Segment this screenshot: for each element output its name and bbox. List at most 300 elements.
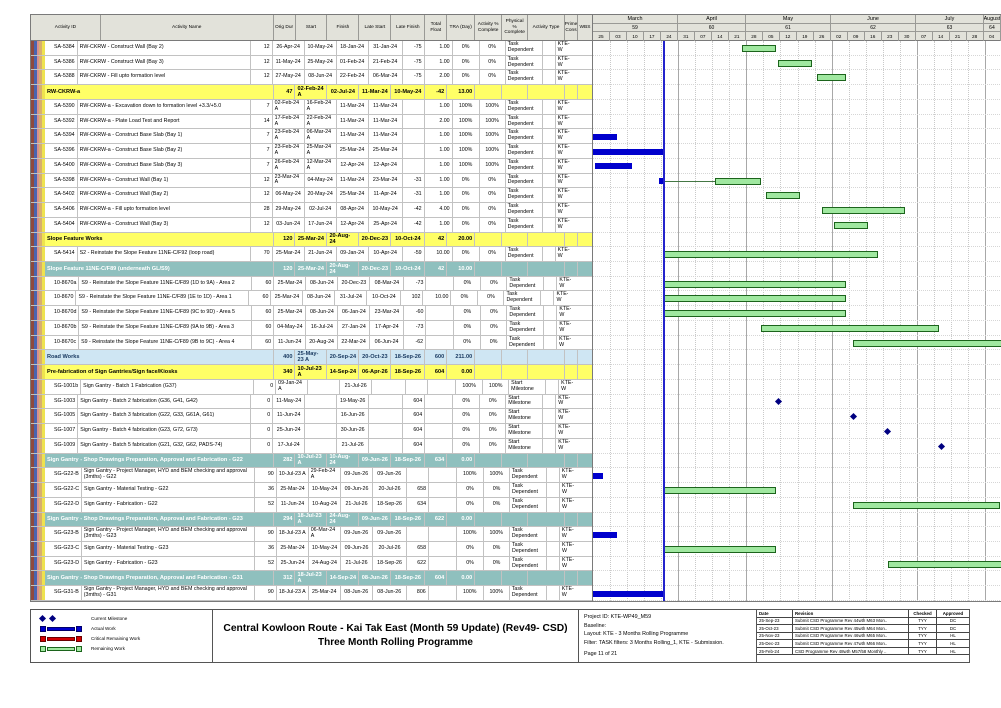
cell-finish	[305, 424, 337, 438]
cell-physical-pct: 100%	[480, 100, 506, 114]
gantt-row	[593, 85, 1001, 100]
layout-line: Layout: KTE - 3 Months Rolling Programme	[584, 631, 689, 638]
revision-header-cell: Date	[757, 610, 793, 617]
cell-tra: 0.00	[447, 571, 475, 585]
cell-activity-pct: 0%	[457, 542, 484, 556]
cell-tra	[429, 483, 457, 497]
gantt-row	[593, 365, 1001, 380]
cell-physical-pct: 0%	[484, 483, 510, 497]
gantt-week-label: 21	[950, 32, 967, 41]
cell-total-float: 604	[403, 439, 425, 453]
cell-activity-pct: 100%	[457, 586, 484, 600]
cell-activity-name: Sign Gantry - Fabrication - G22	[82, 498, 255, 512]
gantt-month-number: 60	[678, 24, 746, 32]
cell-prime-cons	[547, 468, 560, 482]
cell-wbs: KTE-W	[558, 394, 571, 407]
revision-row	[757, 618, 969, 626]
revision-row	[757, 640, 969, 648]
cell-wbs: KTE-W	[557, 173, 570, 186]
gantt-row	[593, 306, 1001, 321]
gantt-week-label: 04	[984, 32, 1001, 41]
cell-late-start: 01-Feb-24	[337, 56, 369, 70]
filter-line: Filter: TASK filters: 3 Months Rolling_1, KTE - Submission.	[584, 639, 724, 646]
project-info	[579, 610, 757, 662]
cell-late-start: 21-Jul-26	[337, 439, 369, 453]
gantt-bar-remaining-work	[664, 251, 878, 258]
cell-late-finish	[372, 380, 406, 394]
wbs-color-band	[31, 468, 45, 482]
cell-start: 25-Mar-24	[274, 306, 306, 320]
cell-start: 26-Feb-24 A	[273, 159, 305, 173]
gantt-row	[593, 513, 1001, 528]
cell-group-name: RW-CKRW-a	[45, 85, 274, 99]
cell-late-finish: 18-Sep-26	[391, 454, 425, 468]
cell-tra	[429, 586, 457, 600]
col-header-orig-dur: Orig Dur	[274, 15, 296, 40]
cell-activity-type: Task Dependent	[510, 557, 547, 571]
gantt-month-number: 61	[746, 24, 831, 32]
gantt-bar-remaining-work	[664, 281, 847, 288]
cell-finish: 25-Mar-24	[309, 586, 341, 600]
cell-orig-dur: 0	[251, 424, 273, 438]
gantt-month-label: March	[593, 15, 678, 24]
gantt-body	[593, 41, 1001, 601]
cell-activity-id: SA-5384	[45, 41, 78, 55]
activity-row	[31, 291, 592, 306]
activity-row	[31, 174, 592, 189]
activity-row	[31, 115, 592, 130]
gantt-bar-remaining-work	[853, 340, 1001, 347]
cell-physical-pct: 0%	[480, 439, 506, 453]
cell-finish: 14-Sep-24	[327, 571, 359, 585]
wbs-color-band	[31, 542, 45, 556]
wbs-color-band	[31, 174, 45, 188]
cell-activity-pct: 0%	[457, 557, 484, 571]
cell-wbs: KTE-W	[557, 55, 570, 68]
cell-orig-dur: 60	[252, 336, 274, 350]
cell-late-start: 08-Apr-24	[337, 203, 369, 217]
cell-activity-pct: 0%	[453, 218, 480, 232]
milestone-diamond-icon	[39, 615, 46, 622]
revision-cell: DC	[949, 625, 957, 631]
cell-prime-cons	[565, 571, 578, 585]
cell-physical-pct: 0%	[480, 70, 506, 84]
cell-finish: 10-May-24	[309, 542, 341, 556]
cell-late-start: 31-Jul-24	[335, 291, 367, 305]
cell-start: 03-Jun-24	[273, 218, 305, 232]
data-date-line	[663, 41, 665, 601]
cell-finish: 20-Aug-24	[327, 262, 359, 276]
remaining-icon	[35, 646, 91, 652]
gantt-week-label: 28	[746, 32, 763, 41]
wbs-color-band	[31, 586, 45, 600]
table-body	[31, 41, 592, 601]
activity-row	[31, 70, 592, 85]
cell-start: 25-Mar-24	[295, 262, 327, 276]
wbs-color-band	[31, 247, 45, 261]
cell-prime-cons	[544, 277, 557, 291]
cell-physical-pct	[502, 365, 528, 379]
col-header-start: Start	[296, 15, 328, 40]
cell-total-float: 806	[407, 586, 429, 600]
gantt-row	[593, 557, 1001, 572]
gantt-week-label: 21	[729, 32, 746, 41]
revision-header-cell: Checked	[909, 610, 937, 617]
cell-activity-type: Task Dependent	[506, 100, 543, 114]
cell-physical-pct: 0%	[480, 395, 506, 409]
revision-cell: DC	[949, 618, 957, 624]
cell-activity-pct: 0%	[453, 56, 480, 70]
gantt-bar-remaining-work	[742, 45, 776, 52]
activity-row	[31, 247, 592, 262]
cell-tra: 2.00	[425, 115, 453, 129]
cell-total-float: -73	[404, 277, 426, 291]
cell-activity-id: SG-G31-B	[45, 586, 82, 600]
milestone-icon	[35, 616, 91, 621]
cell-physical-pct	[502, 350, 528, 364]
activity-row	[31, 203, 592, 218]
cell-orig-dur: 90	[255, 586, 277, 600]
cell-activity-type: Task Dependent	[510, 483, 547, 497]
cell-wbs: KTE-W	[557, 114, 570, 127]
cell-total-float: -75	[403, 56, 425, 70]
gantt-week-label: 10	[627, 32, 644, 41]
cell-activity-id: 10-8670c	[45, 336, 79, 350]
cell-activity-pct: 0%	[454, 321, 481, 335]
cell-activity-id: SA-5390	[45, 100, 78, 114]
cell-activity-type: Task Dependent	[504, 291, 541, 305]
cell-prime-cons	[543, 409, 556, 423]
gantt-row	[593, 144, 1001, 159]
cell-finish: 20-Aug-24	[327, 233, 359, 247]
cell-total-float	[403, 129, 425, 143]
revision-cell: Submit CSD Programme Rev 46wth M65 Mon..	[793, 633, 909, 640]
cell-total-float	[403, 159, 425, 173]
cell-prime-cons	[543, 129, 556, 143]
cell-physical-pct: 100%	[480, 129, 506, 143]
cell-prime-cons	[543, 247, 556, 261]
gantt-row	[593, 586, 1001, 601]
cell-tra: 1.00	[425, 41, 453, 55]
activity-row	[31, 218, 592, 233]
cell-tra: 10.00	[423, 291, 451, 305]
gantt-week-label: 24	[661, 32, 678, 41]
cell-activity-id: SA-5404	[45, 218, 78, 232]
cell-finish: 21-Jun-24	[305, 247, 337, 261]
cell-late-start: 11-Mar-24	[337, 100, 369, 114]
revision-table	[757, 610, 969, 662]
cell-late-finish: 31-Jan-24	[369, 41, 403, 55]
cell-late-start: 09-Jun-26	[341, 483, 373, 497]
actual-bar-icon	[76, 626, 82, 632]
cell-tra	[426, 306, 454, 320]
cell-prime-cons	[565, 454, 578, 468]
activity-row	[31, 188, 592, 203]
cell-physical-pct	[502, 571, 528, 585]
cell-prime-cons	[565, 365, 578, 379]
cell-total-float: 604	[403, 424, 425, 438]
gantt-row	[593, 41, 1001, 56]
activity-row	[31, 277, 592, 292]
cell-late-start: 09-Jun-26	[341, 542, 373, 556]
gantt-week-label: 23	[882, 32, 899, 41]
cell-finish: 02-Jul-24	[305, 203, 337, 217]
cell-wbs: KTE-W	[557, 188, 570, 201]
gantt-month-label: April	[678, 15, 746, 24]
wbs-color-band	[31, 483, 45, 497]
gantt-row	[593, 115, 1001, 130]
revision-header-row	[757, 610, 969, 618]
cell-wbs: KTE-W	[557, 217, 570, 230]
gantt-row	[593, 70, 1001, 85]
wbs-color-band	[31, 527, 45, 541]
cell-late-finish: 11-Mar-24	[369, 129, 403, 143]
cell-activity-id: SG-G23-B	[45, 527, 82, 541]
revision-cell: HL	[950, 641, 956, 647]
cell-activity-pct: 0%	[453, 70, 480, 84]
activity-row	[31, 424, 592, 439]
cell-activity-pct	[475, 85, 502, 99]
gantt-row	[593, 218, 1001, 233]
cell-activity-pct: 100%	[453, 129, 480, 143]
cell-activity-type: Task Dependent	[506, 188, 543, 202]
cell-start: 23-Feb-24 A	[273, 129, 305, 143]
actual-bar-icon	[47, 627, 75, 631]
cell-physical-pct: 0%	[481, 336, 507, 350]
gantt-bar-remaining-work	[664, 546, 776, 553]
cell-group-name: Sign Gantry - Shop Drawings Preparation, Approval and Fabrication - G31	[45, 571, 274, 585]
cell-prime-cons	[541, 291, 554, 305]
gantt-month-number: 62	[831, 24, 916, 32]
cell-late-start: 09-Jun-26	[341, 468, 373, 482]
cell-activity-pct	[475, 262, 502, 276]
cell-physical-pct: 0%	[480, 203, 506, 217]
cell-activity-id: SG-1009	[45, 439, 78, 453]
cell-wbs: KTE-W	[561, 468, 574, 481]
cell-physical-pct: 100%	[480, 115, 506, 129]
gantt-bar-remaining-work	[715, 178, 761, 185]
cell-orig-dur: 90	[255, 527, 277, 541]
cell-late-start: 30-Jun-26	[337, 424, 369, 438]
cell-physical-pct: 0%	[478, 291, 504, 305]
cell-activity-type	[528, 233, 565, 247]
cell-activity-pct: 0%	[453, 203, 480, 217]
cell-orig-dur: 52	[255, 498, 277, 512]
cell-finish: 17-Jun-24	[305, 218, 337, 232]
gantt-bar-actual-work	[593, 532, 617, 538]
cell-activity-name: Sign Gantry - Project Manager, HYD and BEM checking and approval (3mths) - G22	[82, 468, 255, 482]
cell-activity-pct	[475, 233, 502, 247]
cell-start: 10-Jul-23 A	[277, 468, 309, 482]
cell-late-finish: 18-Sep-26	[373, 498, 407, 512]
gantt-bar-actual-work	[593, 591, 664, 597]
cell-total-float: 102	[401, 291, 423, 305]
gantt-row	[593, 336, 1001, 351]
cell-group-name: Sign Gantry - Shop Drawings Preparation, Approval and Fabrication - G23	[45, 513, 274, 527]
gantt-month-label: May	[746, 15, 831, 24]
cell-wbs: KTE-W	[557, 144, 570, 156]
gantt-week-label: 14	[933, 32, 950, 41]
cell-finish	[305, 409, 337, 423]
cell-activity-id: SG-G23-C	[45, 542, 82, 556]
schedule-sheet	[30, 14, 1001, 663]
cell-finish: 06-Mar-24 A	[309, 527, 341, 541]
gantt-bar-actual-work	[593, 149, 664, 155]
gantt-week-row	[593, 32, 1001, 41]
cell-activity-pct: 100%	[453, 115, 480, 129]
cell-finish: 24-Aug-24	[309, 557, 341, 571]
cell-finish	[308, 380, 340, 394]
cell-activity-type: Task Dependent	[510, 498, 547, 512]
gantt-bar-remaining-work	[664, 295, 847, 302]
cell-wbs	[578, 350, 592, 364]
cell-activity-name: Sign Gantry - Batch 3 fabrication (G22, G33, G61A, G61)	[78, 409, 251, 423]
cell-prime-cons	[547, 586, 560, 600]
cell-start: 25-May-23 A	[295, 350, 327, 364]
activity-row	[31, 586, 592, 601]
cell-total-float: -42	[425, 85, 447, 99]
gantt-milestone-diamond	[938, 442, 945, 449]
cell-finish	[305, 395, 337, 409]
wbs-color-band	[31, 380, 45, 394]
gantt-week-label: 07	[695, 32, 712, 41]
wbs-color-band	[31, 144, 45, 158]
cell-finish: 10-May-24	[305, 41, 337, 55]
cell-activity-pct	[475, 571, 502, 585]
cell-tra: 10.00	[447, 262, 475, 276]
cell-total-float: 604	[425, 571, 447, 585]
cell-finish: 25-May-24	[305, 56, 337, 70]
gantt-month-label: June	[831, 15, 916, 24]
cell-tra: 2.00	[425, 70, 453, 84]
gantt-bar-remaining-work	[834, 222, 868, 229]
revision-cell: 25-Sep-23	[757, 618, 793, 625]
cell-activity-name: RW-CKRW - Construct Wall (Bay 3)	[78, 56, 251, 70]
cell-activity-name: S9 - Reinstate the Slope Feature 11NE-C/F89 (9B to 9C) - Area 4	[79, 336, 252, 350]
cell-activity-name: RW-CKRW-a - Construct Base Slab (Bay 2)	[78, 144, 251, 158]
cell-finish: 10-Aug-24	[309, 498, 341, 512]
legend	[31, 610, 213, 662]
cell-total-float: 658	[407, 542, 429, 556]
cell-late-finish: 18-Sep-26	[391, 365, 425, 379]
cell-orig-dur: 12	[251, 56, 273, 70]
cell-prime-cons	[547, 557, 560, 571]
cell-activity-id: SG-1005	[45, 409, 78, 423]
activity-row	[31, 527, 592, 542]
cell-activity-pct: 0%	[453, 41, 480, 55]
gantt-month-label: July	[916, 15, 984, 24]
gantt-milestone-diamond	[884, 428, 891, 435]
cell-activity-id: 10-8670b	[45, 321, 79, 335]
wbs-color-band	[31, 454, 45, 468]
activity-row	[31, 306, 592, 321]
activity-row	[31, 159, 592, 174]
cell-late-start: 21-Jul-26	[341, 557, 373, 571]
revision-cell: Submit CSD Programme Rev 45wth M64 Mon..	[793, 625, 909, 632]
cell-tra	[425, 409, 453, 423]
cell-orig-dur: 90	[255, 468, 277, 482]
cell-late-finish: 18-Sep-26	[391, 350, 425, 364]
cell-total-float	[406, 380, 428, 394]
actual-icon	[35, 626, 91, 632]
cell-wbs: KTE-W	[562, 497, 575, 510]
cell-activity-id: SA-5398	[45, 174, 78, 188]
cell-orig-dur: 282	[274, 454, 296, 468]
cell-start: 23-Mar-24 A	[273, 174, 305, 188]
cell-physical-pct: 0%	[480, 41, 506, 55]
cell-activity-name: RW-CKRW-a - Construct Base Slab (Bay 3)	[78, 159, 251, 173]
cell-finish: 08-Jun-24	[306, 277, 338, 291]
cell-start: 26-Apr-24	[273, 41, 305, 55]
cell-prime-cons	[565, 513, 578, 527]
cell-late-start: 08-Jun-26	[359, 571, 391, 585]
cell-orig-dur: 60	[252, 277, 274, 291]
cell-physical-pct: 0%	[484, 498, 510, 512]
wbs-color-band	[31, 321, 45, 335]
group-row	[31, 571, 592, 586]
gantt-timescale-header	[593, 15, 1001, 41]
cell-activity-name: RW-CKRW - Construct Wall (Bay 2)	[78, 41, 251, 55]
legend-label: Remaining Work	[91, 646, 125, 652]
cell-activity-id: SG-1007	[45, 424, 78, 438]
cell-activity-id: SG-1003	[45, 395, 78, 409]
cell-wbs	[578, 571, 592, 585]
cell-tra: 1.00	[425, 188, 453, 202]
cell-total-float: -31	[403, 174, 425, 188]
cell-tra: 20.00	[447, 233, 475, 247]
cell-activity-pct: 0%	[453, 439, 480, 453]
cell-tra	[426, 321, 454, 335]
cell-late-finish: 21-Feb-24	[369, 56, 403, 70]
cell-late-finish: 25-Apr-24	[369, 218, 403, 232]
cell-activity-name: RW-CKRW-a - Construct Wall (Bay 1)	[78, 174, 251, 188]
cell-activity-type: Start Milestone	[506, 395, 543, 409]
activity-row	[31, 498, 592, 513]
gantt-bar-remaining-work	[778, 60, 812, 67]
cell-late-start: 09-Jun-26	[359, 454, 391, 468]
cell-finish: 08-Jun-24	[306, 306, 338, 320]
cell-prime-cons	[543, 424, 556, 438]
col-header-tra-day: TRA (Day)	[447, 15, 475, 40]
cell-activity-type	[528, 262, 565, 276]
revision-cell: TYY	[909, 618, 937, 625]
cell-tra	[428, 380, 456, 394]
cell-late-start: 25-Mar-24	[337, 188, 369, 202]
cell-physical-pct: 100%	[480, 144, 506, 158]
cell-activity-type	[528, 350, 565, 364]
gantt-row	[593, 247, 1001, 262]
cell-finish: 08-Jun-24	[305, 70, 337, 84]
cell-finish: 10-Aug-24	[327, 454, 359, 468]
cell-total-float: -42	[403, 203, 425, 217]
cell-orig-dur: 60	[252, 321, 274, 335]
cell-activity-id: SA-5396	[45, 144, 78, 158]
gantt-row	[593, 321, 1001, 336]
cell-late-finish: 18-Sep-26	[373, 557, 407, 571]
cell-group-name: Pre-fabrication of Sign Gantries/Sign face/Kiosks	[45, 365, 274, 379]
cell-prime-cons	[544, 306, 557, 320]
cell-wbs: KTE-W	[557, 158, 570, 171]
cell-physical-pct: 100%	[480, 159, 506, 173]
cell-finish	[305, 439, 337, 453]
cell-activity-pct: 100%	[453, 100, 480, 114]
group-row	[31, 454, 592, 469]
critical-bar-icon	[76, 636, 82, 642]
cell-tra: 0.00	[447, 365, 475, 379]
cell-late-start: 11-Mar-24	[337, 129, 369, 143]
gantt-row	[593, 262, 1001, 277]
revision-cell: 25-Dec-23	[757, 640, 793, 647]
